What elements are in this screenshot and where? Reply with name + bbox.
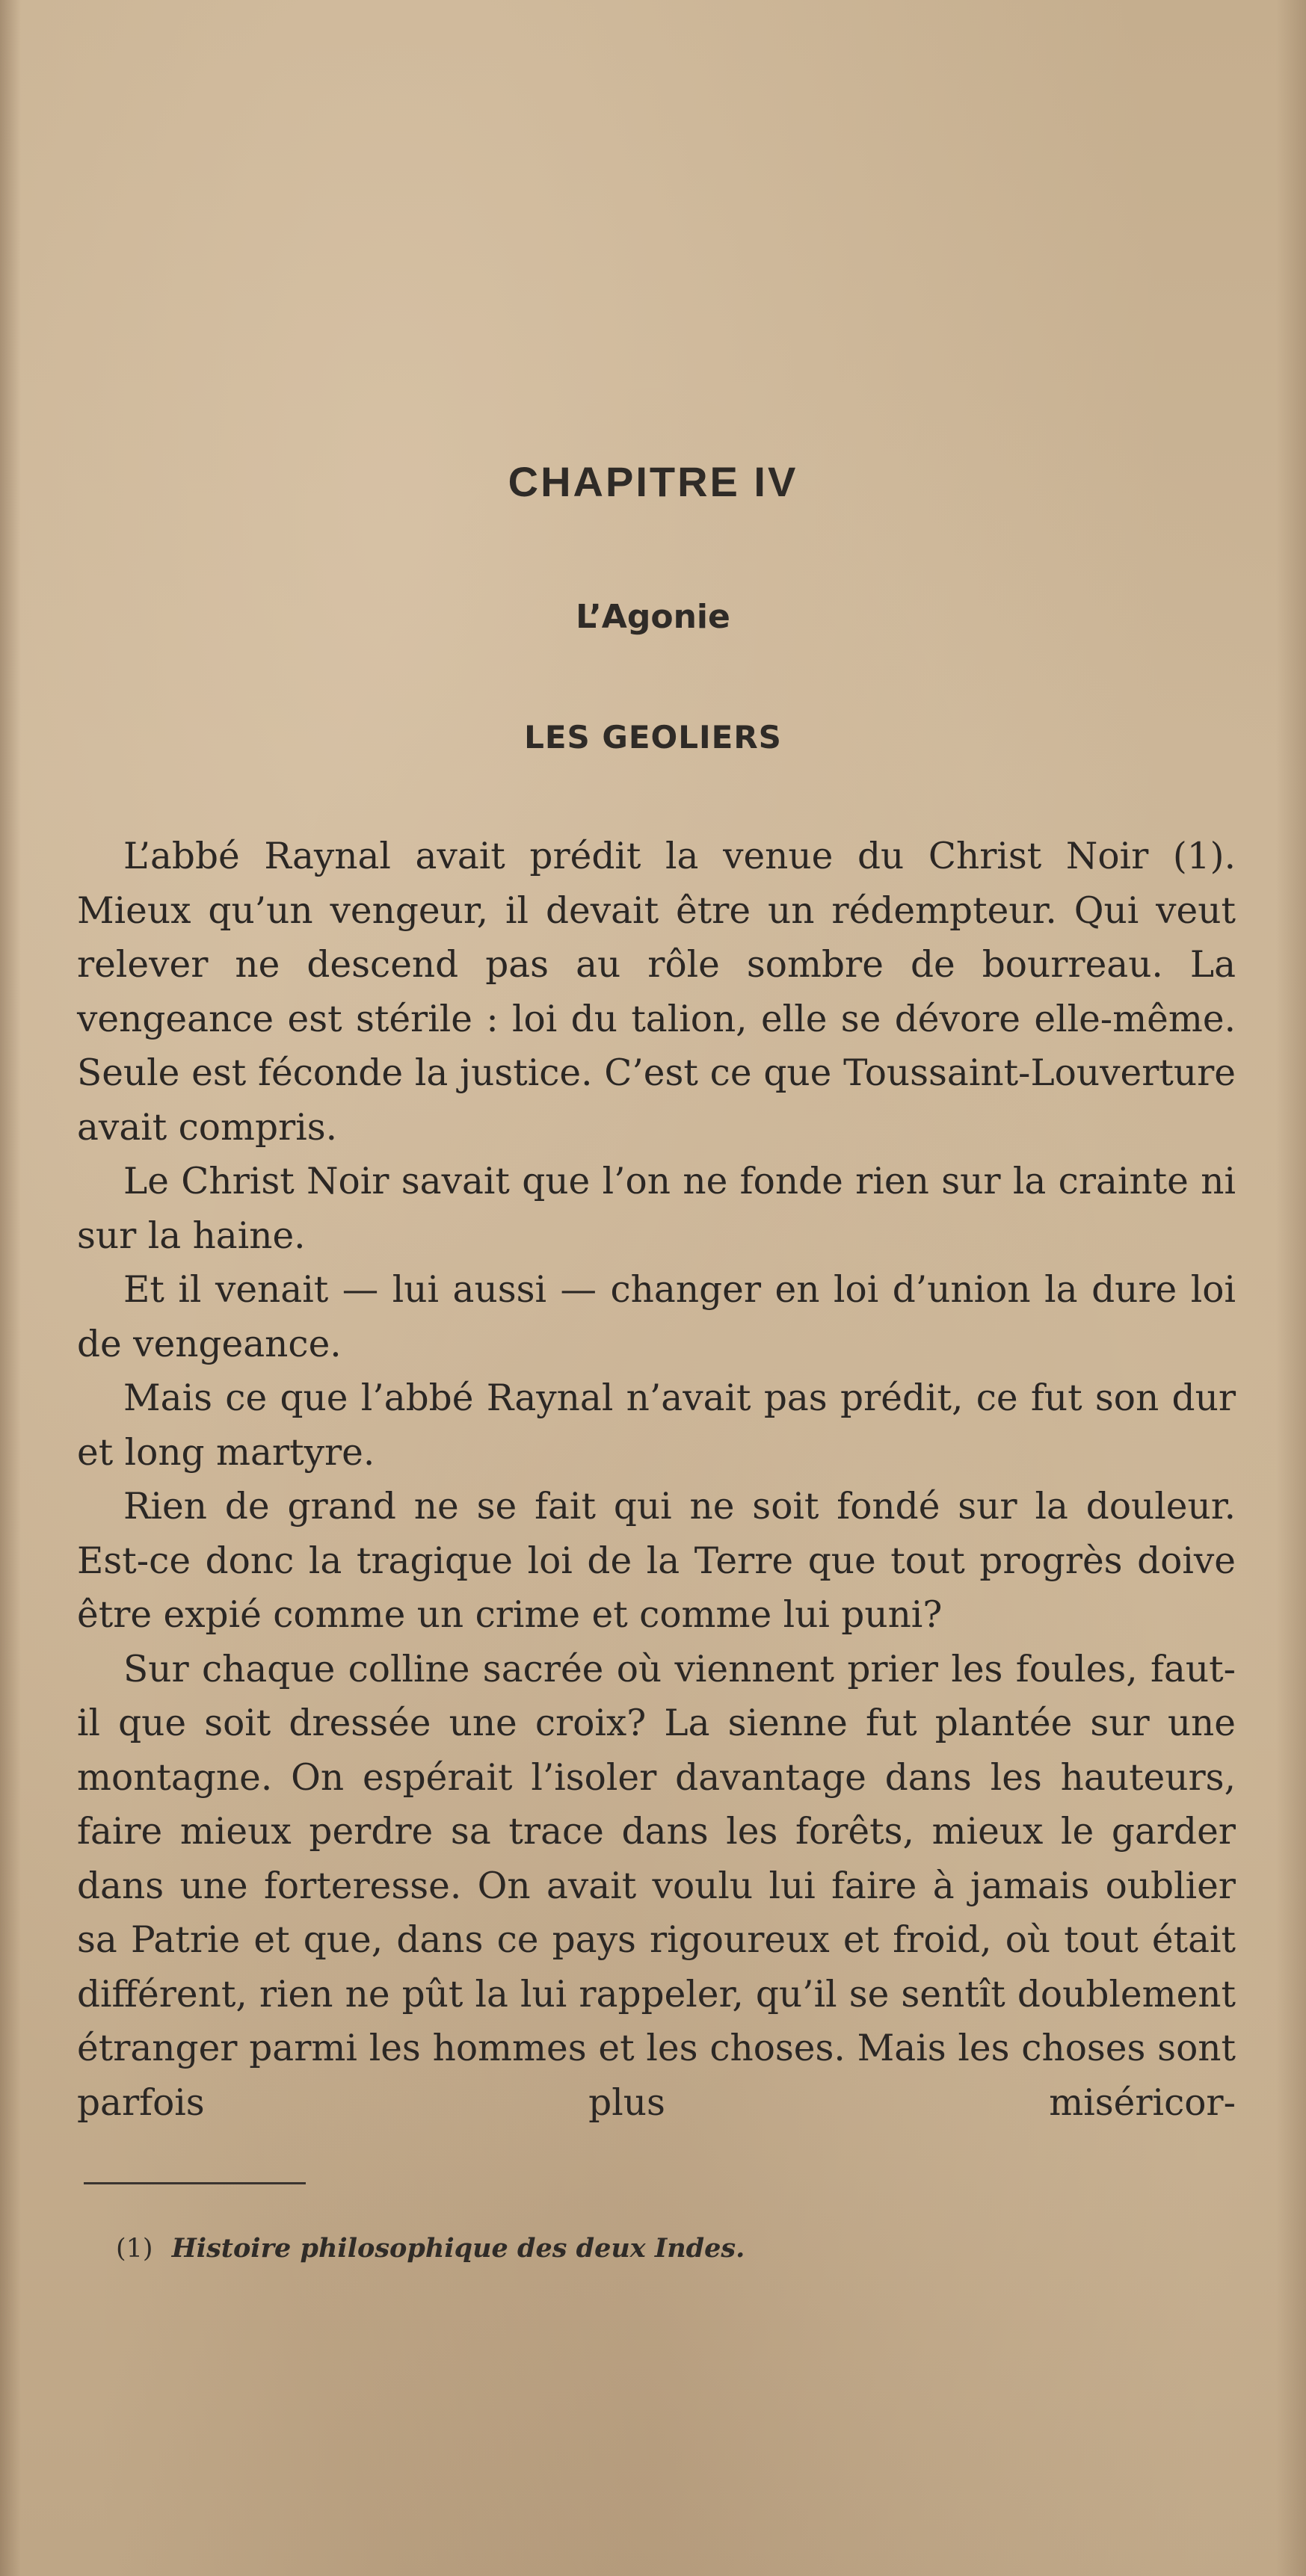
page-edge-shadow-right <box>1276 0 1306 2576</box>
footnote-text: Histoire philosophique des deux Indes. <box>171 2233 745 2264</box>
paragraph-2: Le Christ Noir savait que l’on ne fonde rien sur la crainte ni sur la haine. <box>77 1161 1236 1257</box>
paragraph-4: Mais ce que l’abbé Raynal n’avait pas prédit, ce fut son dur et long martyre. <box>77 1377 1236 1474</box>
chapter-subtitle: L’Agonie <box>576 598 730 636</box>
paragraph-1: L’abbé Raynal avait prédit la venue du Christ Noir (1). Mieux qu’un vengeur, il devait être un rédempteur. Qui veut relever ne descend pas au rôle sombre de bourreau. La vengeance est stérile : loi du talion, elle se dévore elle-même. Seule est féconde la justice. C’est ce que Toussaint-Louverture avait compris. <box>77 835 1236 1149</box>
chapter-title: CHAPITRE IV <box>508 458 798 505</box>
body-text <box>77 830 1236 2130</box>
paragraph-3: Et il venait — lui aussi — changer en loi d’union la dure loi de vengeance. <box>77 1269 1236 1365</box>
page-edge-shadow-left <box>0 0 21 2576</box>
paragraph-6: Sur chaque colline sacrée où viennent prier les foules, faut-il que soit dressée une croix? La sienne fut plantée sur une montagne. On espérait l’isoler davantage dans les hauteurs, faire mieux perdre sa trace dans les forêts, mieux le garder dans une forteresse. On avait voulu lui faire à jamais oublier sa Patrie et que, dans ce pays rigoureux et froid, où tout était différent, rien ne pût la lui rappeler, qu’il se sentît doublement étranger parmi les hommes et les choses. Mais les choses sont parfois plus miséricor- <box>77 1648 1236 2124</box>
footnote-divider <box>84 2182 306 2184</box>
paragraph-5: Rien de grand ne se fait qui ne soit fondé sur la douleur. Est-ce donc la tragique loi de la Terre que tout progrès doive être expié comme un crime et comme lui puni? <box>77 1486 1236 1636</box>
section-heading: LES GEOLIERS <box>524 719 782 756</box>
footnote-marker: (1) <box>116 2234 153 2264</box>
footnote <box>116 2233 745 2264</box>
